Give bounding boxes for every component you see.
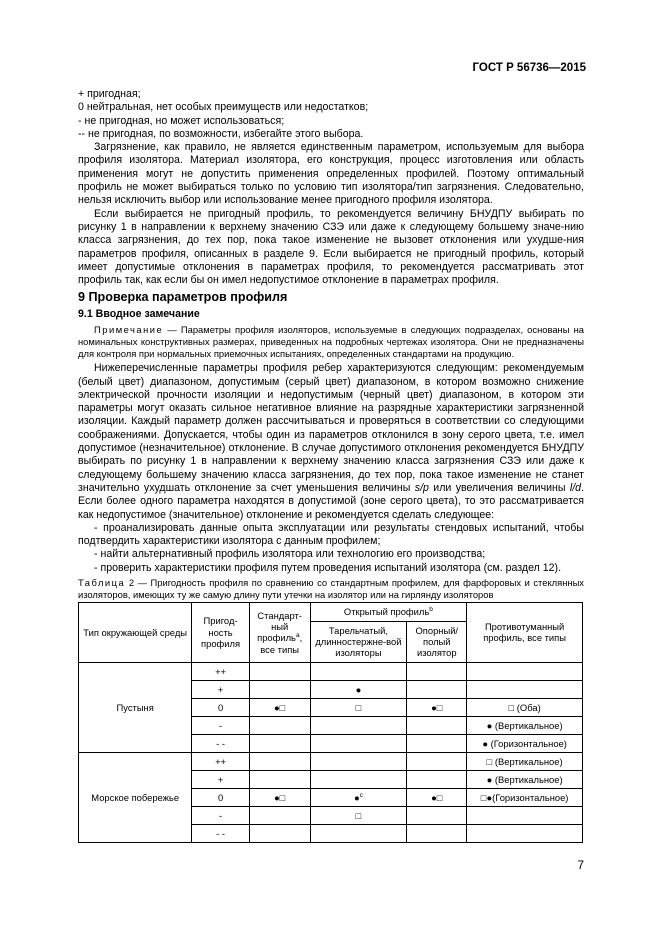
formula-ld: l/d [569, 481, 582, 494]
suit-cell: - - [192, 734, 249, 752]
table-caption [78, 577, 584, 600]
fog-cell: ● (Горизонтальное) [467, 734, 583, 752]
section-title: 9 Проверка параметров профиля [78, 290, 288, 305]
header-support: Опорный/ полый изолятор [407, 621, 467, 662]
plate-cell: □ [310, 806, 407, 824]
support-cell [407, 752, 467, 770]
paragraph-text: . Если более одного параметра находятся в допустимой (зоне серого цвета), то это рассматривается как недопустимое (значительное) отклонение и рекомендуется сделать следующее: [78, 481, 585, 521]
std-cell: ●□ [249, 788, 310, 806]
header-suitability: Пригод-ность профиля [192, 603, 249, 663]
plate-cell [310, 770, 407, 788]
paragraph [78, 362, 584, 522]
support-cell: ●□ [407, 788, 467, 806]
plate-cell [310, 716, 407, 734]
paragraph: Если выбирается не пригодный профиль, то рекомендуется величину БНУДПУ выбирать по рисунку 1 в направлении к верхнему значению СЗЭ или даже к следующему большему значе-нию класса загрязнения, до тех пор, пока такое изменение не вызовет отклонения или ухудше-ния параметров профиля, описанных в разделе 9. Если выбирается не пригодный профиль, который имеет допустимые отклонения в параметрах профиля, то рекомендуется рассматривать этот профиль так, как если бы он имел недопустимое отклонение в параметрах профиля. [78, 207, 584, 287]
suit-cell: ++ [192, 752, 249, 770]
header-plate: Тарельчатый, длинностержне-вой изоляторы [310, 621, 407, 662]
legend-line: -- не пригодная, по возможности, избегайте этого выбора. [78, 127, 364, 140]
caption-text: 2 — Пригодность профиля по сравнению со стандартным профилем, для фарфоровых и стеклянных изоляторов, имеющих ту же самую длину пути утечки на изолятор или на гирлянду изоляторов [78, 576, 584, 600]
suit-cell: + [192, 770, 249, 788]
support-cell [407, 824, 467, 842]
page-number: 7 [577, 858, 584, 872]
plate-cell [310, 752, 407, 770]
env-cell: Пустыня [79, 662, 192, 752]
fog-cell: ● (Вертикальное) [467, 716, 583, 734]
paragraph-text: Нижеперечисленные параметры профиля ребер характеризуются следующим: рекомендуемым (белый цвет) диапазоном, допустимым (серый цвет) диапазоном, в котором возможно снижение электрической прочности изоляции и недопустимым (черный цвет) диапазоном, в котором эти параметры могут оказать сильное негативное влияние на разрядные характеристики загрязненной изоляции. Каждый параметр должен рассчитываться и проверяться в соответствии со следующими соображениями. Допускается, чтобы один из параметров отклонился в зону серого цвета, т.е. имел допустимое (незначительное) отклонение. В случае допустимого отклонения рекомендуется БНУДПУ выбирать по рисунку 1 в направлении к верхнему значению класса загрязнения СЗЭ или даже к следующему большему значению класса загрязнения, до тех пор, пока такое изменение не станет значительно ухудшать отклонение за счет уменьшения величины [78, 362, 584, 494]
support-cell [407, 662, 467, 680]
bullet-item: - проанализировать данные опыта эксплуатации или результаты стендовых испытаний, чтобы подтвердить характеристики изолятора с данным профилем; [78, 521, 584, 548]
plate-cell [310, 734, 407, 752]
env-cell: Морское побережье [79, 752, 192, 842]
header-fog: Противотуманный профиль, все типы [467, 603, 583, 663]
note [78, 324, 584, 359]
bullet-item: - найти альтернативный профиль изолятора или технологию его производства; [94, 548, 486, 561]
fog-cell: □●(Горизонтальное) [467, 788, 583, 806]
suit-cell: 0 [192, 698, 249, 716]
note-label: Примечание [94, 324, 164, 336]
std-cell [249, 806, 310, 824]
std-cell [249, 680, 310, 698]
support-cell [407, 770, 467, 788]
table-row [79, 662, 583, 680]
support-cell [407, 806, 467, 824]
fog-cell: □ (Оба) [467, 698, 583, 716]
fog-cell: □ (Вертикальное) [467, 752, 583, 770]
fog-cell [467, 824, 583, 842]
std-cell: ●□ [249, 698, 310, 716]
paragraph: Загрязнение, как правило, не является единственным параметром, используемым для выбора профиля изолятора. Материал изолятора, его конструкция, процесс изготовления или область применения могут не допустить применения определенных профилей. Поэтому оптимальный профиль не может выбираться только по условию тип изолятора/тип загрязнения. Следовательно, нельзя исключить выбор или использование менее пригодного профиля изолятора. [78, 141, 584, 207]
std-cell [249, 662, 310, 680]
legend-line: + пригодная; [78, 88, 141, 100]
page-content [78, 88, 584, 843]
suit-cell: + [192, 680, 249, 698]
std-cell [249, 770, 310, 788]
legend-line: - не пригодная, но может использоваться; [78, 114, 285, 127]
plate-cell [310, 662, 407, 680]
support-cell [407, 680, 467, 698]
std-cell [249, 716, 310, 734]
suit-cell: ++ [192, 662, 249, 680]
fog-cell [467, 662, 583, 680]
document-header: ГОСТ Р 56736—2015 [472, 62, 586, 74]
subsection-title: 9.1 Вводное замечание [78, 308, 200, 321]
plate-cell: ●$^c$ [310, 788, 407, 806]
header-standard: Стандарт-ный профиль$^a$, все типы [249, 603, 310, 663]
plate-cell [310, 824, 407, 842]
plate-cell: □ [310, 698, 407, 716]
note-text: — Параметры профиля изоляторов, используемые в следующих подразделах, основаны на номинальных конструктивных размерах, приведенных на подробных чертежах изолятора. Они не предназначены для контроля при нормальных приемочных испытаниях, определенных стандартами на продукцию. [78, 324, 584, 359]
std-cell [249, 734, 310, 752]
caption-label: Таблица [78, 576, 126, 588]
legend-line: 0 нейтральная, нет особых преимуществ или недостатков; [78, 101, 369, 114]
suit-cell: - [192, 716, 249, 734]
suit-cell: - - [192, 824, 249, 842]
support-cell [407, 716, 467, 734]
support-cell [407, 734, 467, 752]
plate-cell: ● [310, 680, 407, 698]
std-cell [249, 752, 310, 770]
paragraph-text: или увеличения величины [428, 481, 570, 494]
formula-sp: s/p [414, 481, 429, 494]
suit-cell: 0 [192, 788, 249, 806]
suit-cell: - [192, 806, 249, 824]
suitability-table [78, 602, 583, 843]
table-row [79, 752, 583, 770]
std-cell [249, 824, 310, 842]
fog-cell [467, 806, 583, 824]
fog-cell [467, 680, 583, 698]
header-open: Открытый профиль$^b$ [310, 603, 467, 621]
support-cell: ●□ [407, 698, 467, 716]
fog-cell: ● (Вертикальное) [467, 770, 583, 788]
header-env: Тип окружающей среды [79, 603, 192, 663]
bullet-item: - проверить характеристики профиля путем проведения испытаний изолятора (см. раздел 12). [94, 561, 562, 574]
